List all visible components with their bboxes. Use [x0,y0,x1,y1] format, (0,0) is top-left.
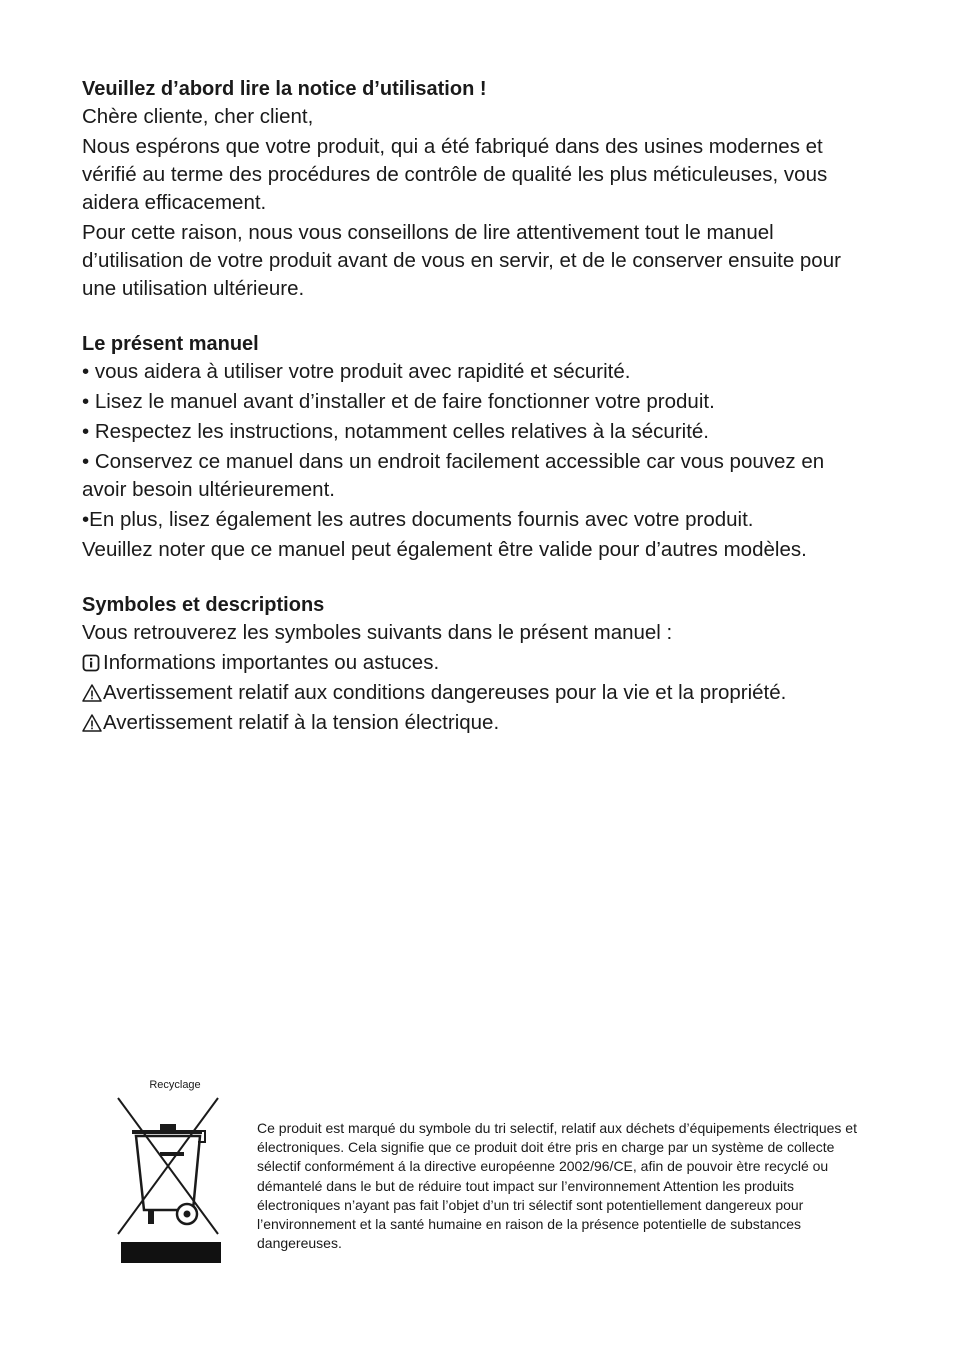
warning-triangle-icon [82,683,102,703]
manual-note: Veuillez noter que ce manuel peut également être valide pour d’autres modèles. [82,538,807,561]
symbol-item-info [82,649,872,677]
manual-section [82,331,872,564]
manual-bullet: • Respectez les instructions, notamment celles relatives à la sécurité. [82,420,710,443]
manual-bullet: • vous aidera à utiliser votre produit avec rapidité et sécurité. [82,360,631,383]
greeting: Chère cliente, cher client, [82,105,314,128]
manual-bullet: •En plus, lisez également les autres documents fournis avec votre produit. [82,508,754,531]
symbol-item-text: Avertissement relatif aux conditions dangereuses pour la vie et la propriété. [103,681,787,704]
intro-paragraph-1: Nous espérons que votre produit, qui a été fabriqué dans des usines modernes et vérifié au terme des procédures de contrôle de qualité les plus méticuleuses, vous aidera efficacement. [82,135,828,214]
manual-heading: Le présent manuel [82,333,259,355]
symbol-item-text: Informations importantes ou astuces. [103,651,440,674]
symbol-item-electric [82,709,872,737]
intro-heading: Veuillez d’abord lire la notice d’utilisation ! [82,78,487,100]
recycling-label: Recyclage [149,1079,201,1091]
info-icon [82,653,102,673]
manual-page [82,76,872,737]
symbols-heading: Symboles et descriptions [82,594,325,616]
manual-bullet: • Conservez ce manuel dans un endroit facilement accessible car vous pouvez en avoir besoin ultérieurement. [82,450,825,501]
symbol-item-text: Avertissement relatif à la tension électrique. [103,711,500,734]
intro-paragraph-2: Pour cette raison, nous vous conseillons de lire attentivement tout le manuel d’utilisation de votre produit avant de vous en servir, et de le conserver ensuite pour une utilisation ultérieure. [82,221,841,300]
manual-bullet: • Lisez le manuel avant d’installer et de faire fonctionner votre produit. [82,390,715,413]
symbols-section [82,592,872,737]
crossed-out-wheelie-bin-icon [112,1096,224,1266]
symbol-item-danger [82,679,872,707]
warning-triangle-icon [82,713,102,733]
recycling-text: Ce produit est marqué du symbole du tri selectif, relatif aux déchets d’équipements électriques et électroniques. Cela signifie que ce produit doit étre pris en charge par un système de collecte sélectif conformément á la directive européenne 2002/96/CE, afin de pouvoir ètre recyclé ou démantelé dans le but de réduire tout impact sur l’environnement Attention les produits électroniques n’ayant pas fait l’objet d’un tri sélectif sont potentiellement dangereux pour l’environnement et la santé humaine en raison de la présence potentielle de substances dangereuses. [257,1120,857,1252]
symbols-intro: Vous retrouverez les symboles suivants dans le présent manuel : [82,621,673,644]
